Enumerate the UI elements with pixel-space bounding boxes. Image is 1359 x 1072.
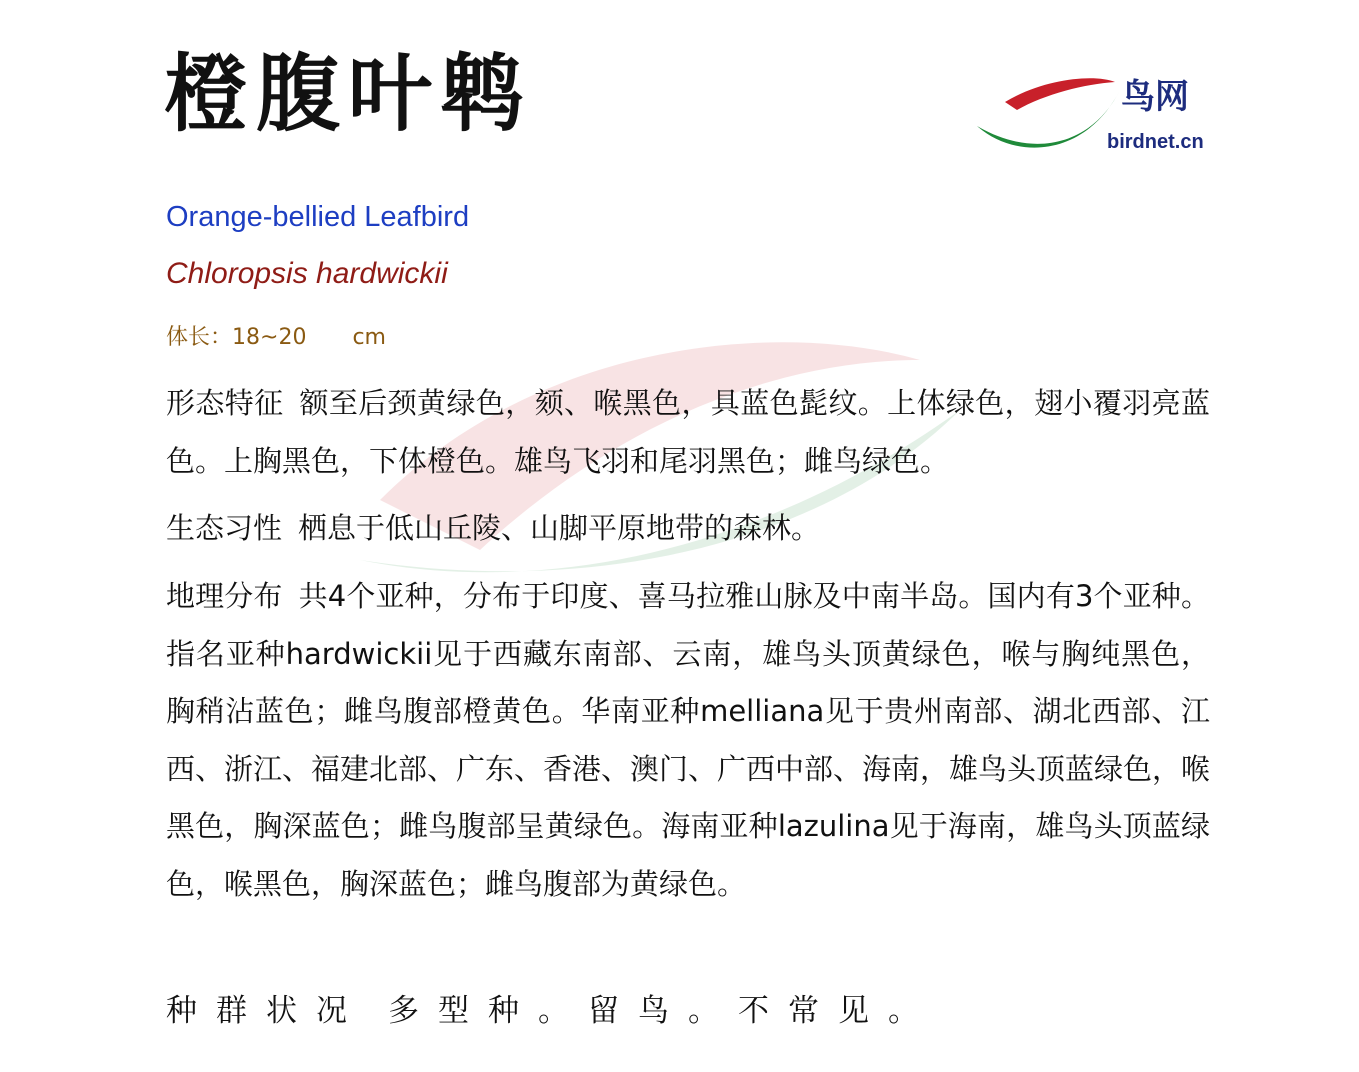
page-title: 橙腹叶鹎 [164, 45, 533, 143]
morphology-paragraph [166, 375, 1210, 490]
ecology-label: 生态习性 [166, 511, 283, 545]
status-text: 多型种。留鸟。不常见。 [388, 993, 938, 1029]
body-length [166, 325, 386, 351]
latin-name: Chloropsis hardwickii [166, 257, 448, 290]
morphology-label: 形态特征 [166, 386, 284, 420]
distribution-paragraph [166, 568, 1210, 913]
body-length-label: 体长： [166, 325, 233, 350]
distribution-label: 地理分布 [166, 579, 283, 613]
morphology-text: 额至后颈黄绿色，颏、喉黑色，具蓝色髭纹。上体绿色，翅小覆羽亮蓝色。上胸黑色，下体橙色。雄鸟飞羽和尾羽黑色；雌鸟绿色。 [166, 386, 1210, 478]
birdnet-logo[interactable] [975, 74, 1215, 164]
ecology-text: 栖息于低山丘陵、山脚平原地带的森林。 [298, 511, 821, 545]
distribution-text: 共4个亚种，分布于印度、喜马拉雅山脉及中南半岛。国内有3个亚种。指名亚种hardwickii见于西藏东南部、云南，雄鸟头顶黄绿色，喉与胸纯黑色，胸稍沾蓝色；雌鸟腹部橙黄色。华南亚种melliana见于贵州南部、湖北西部、江西、浙江、福建北部、广东、香港、澳门、广西中部、海南，雄鸟头顶蓝绿色，喉黑色，胸深蓝色；雌鸟腹部呈黄绿色。海南亚种lazulina见于海南，雄鸟头顶蓝绿色，喉黑色，胸深蓝色；雌鸟腹部为黄绿色。 [166, 579, 1211, 901]
status-label: 种群状况 [166, 993, 366, 1029]
ecology-paragraph [166, 500, 1210, 558]
english-name: Orange-bellied Leafbird [166, 201, 470, 233]
status-paragraph [166, 990, 938, 1033]
body-length-value: 18~20 [232, 325, 307, 350]
logo-url-text: birdnet.cn [1107, 131, 1204, 153]
logo-chinese-text: 鸟网 [1121, 77, 1189, 117]
body-length-unit: cm [352, 325, 386, 350]
